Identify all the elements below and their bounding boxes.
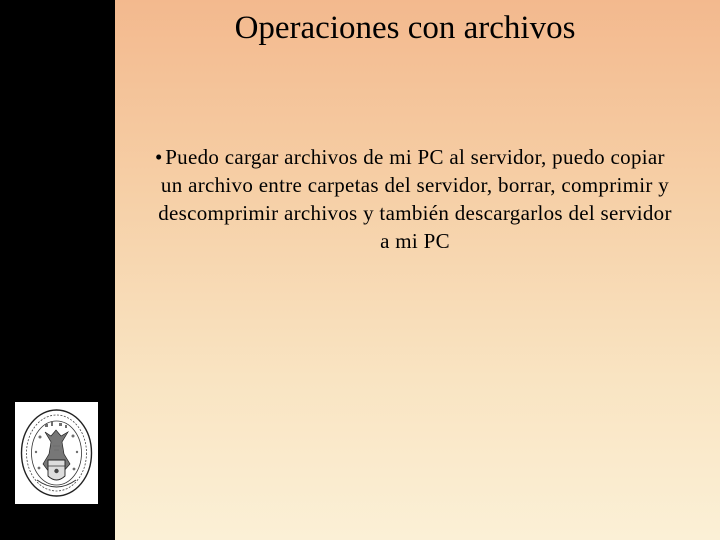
bullet-marker: • bbox=[155, 145, 163, 169]
slide-content bbox=[115, 0, 720, 540]
university-seal-logo bbox=[15, 402, 98, 504]
university-seal-icon bbox=[15, 402, 98, 504]
bullet-item bbox=[155, 143, 675, 255]
bullet-text: Puedo cargar archivos de mi PC al servidor, puedo copiar un archivo entre carpetas del servidor, borrar, comprimir y descomprimir archivos y también descargarlos del servidor a mi PC bbox=[158, 145, 672, 253]
slide-title: Operaciones con archivos bbox=[234, 10, 576, 46]
bullet-list bbox=[155, 143, 675, 255]
left-sidebar bbox=[0, 0, 115, 540]
